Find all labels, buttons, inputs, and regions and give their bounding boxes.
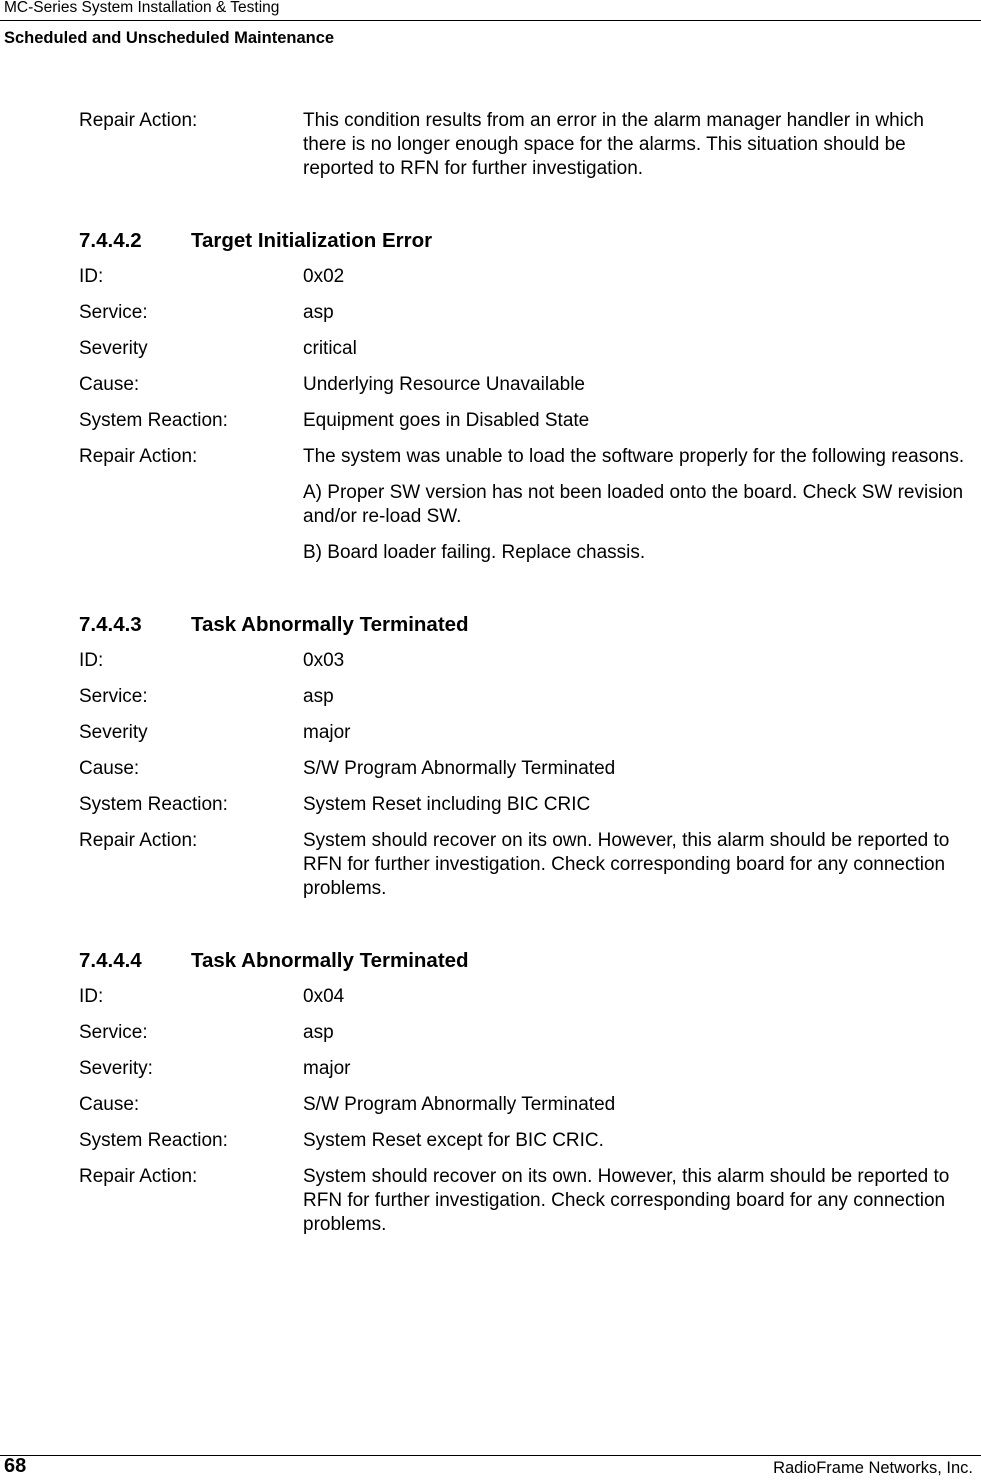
field-label: Repair Action: bbox=[79, 1166, 198, 1187]
field-value-paragraph: asp bbox=[303, 1022, 334, 1043]
field-value bbox=[303, 1021, 971, 1045]
field-value: This condition results from an error in the alarm manager handler in which there is no longer enough space for the alarms. This situation should be reported to RFN for further investigation. bbox=[303, 110, 924, 179]
field-value bbox=[303, 649, 971, 673]
field-value bbox=[303, 721, 971, 745]
field-label: ID: bbox=[79, 986, 104, 1007]
field-value-paragraph: 0x02 bbox=[303, 266, 345, 287]
field-value bbox=[303, 1129, 971, 1153]
section-title: Target Initialization Error bbox=[191, 229, 433, 252]
field-label: System Reaction: bbox=[79, 1130, 228, 1151]
field-value-paragraph: System should recover on its own. However, this alarm should be reported to RFN for further investigation. Check corresponding board for any connection problems. bbox=[303, 1166, 950, 1235]
field-value-paragraph: asp bbox=[303, 686, 334, 707]
field-label: ID: bbox=[79, 266, 104, 287]
field-row bbox=[79, 685, 971, 709]
field-row bbox=[79, 409, 971, 433]
field-value-paragraph: S/W Program Abnormally Terminated bbox=[303, 1094, 616, 1115]
field-label: Service: bbox=[79, 302, 148, 323]
field-value bbox=[303, 1057, 971, 1081]
field-value bbox=[303, 265, 971, 289]
field-value-paragraph: asp bbox=[303, 302, 334, 323]
field-value bbox=[303, 829, 971, 901]
field-row bbox=[79, 1165, 971, 1237]
field-label: ID: bbox=[79, 650, 104, 671]
footer-rule bbox=[0, 1455, 981, 1456]
field-label: Severity bbox=[79, 722, 148, 743]
field-label: Service: bbox=[79, 686, 148, 707]
field-row bbox=[79, 757, 971, 781]
section-number: 7.4.4.4 bbox=[79, 949, 142, 972]
field-value bbox=[303, 445, 971, 565]
field-row bbox=[79, 1093, 971, 1117]
field-value bbox=[303, 985, 971, 1009]
sections-container bbox=[79, 228, 971, 1237]
field-value bbox=[303, 337, 971, 361]
field-row bbox=[79, 337, 971, 361]
section-heading bbox=[79, 228, 971, 254]
field-value-paragraph: The system was unable to load the software properly for the following reasons. bbox=[303, 446, 965, 467]
field-label: Repair Action: bbox=[79, 830, 198, 851]
field-label: System Reaction: bbox=[79, 410, 228, 431]
field-value-paragraph: 0x03 bbox=[303, 650, 345, 671]
field-value-paragraph: Equipment goes in Disabled State bbox=[303, 410, 590, 431]
field-row bbox=[79, 793, 971, 817]
section-title: Task Abnormally Terminated bbox=[191, 613, 469, 636]
intro-row bbox=[79, 109, 971, 181]
field-value-paragraph: critical bbox=[303, 338, 357, 359]
field-row bbox=[79, 1021, 971, 1045]
running-header-title: MC-Series System Installation & Testing bbox=[4, 0, 280, 16]
running-header-subtitle: Scheduled and Unscheduled Maintenance bbox=[4, 29, 335, 47]
field-label: System Reaction: bbox=[79, 794, 228, 815]
field-value-paragraph: S/W Program Abnormally Terminated bbox=[303, 758, 616, 779]
field-value-paragraph: Underlying Resource Unavailable bbox=[303, 374, 585, 395]
field-label: Cause: bbox=[79, 758, 140, 779]
company-name: RadioFrame Networks, Inc. bbox=[773, 1459, 973, 1477]
field-row bbox=[79, 829, 971, 901]
field-value bbox=[303, 1093, 971, 1117]
field-value bbox=[303, 409, 971, 433]
field-value bbox=[303, 793, 971, 817]
field-value-paragraph: System Reset including BIC CRIC bbox=[303, 794, 591, 815]
field-row bbox=[79, 1057, 971, 1081]
field-label: Repair Action: bbox=[79, 446, 198, 467]
field-row bbox=[79, 265, 971, 289]
field-row bbox=[79, 721, 971, 745]
section-title: Task Abnormally Terminated bbox=[191, 949, 469, 972]
field-value-paragraph: major bbox=[303, 722, 351, 743]
field-row bbox=[79, 301, 971, 325]
field-value-paragraph: System Reset except for BIC CRIC. bbox=[303, 1130, 604, 1151]
field-value bbox=[303, 685, 971, 709]
field-row bbox=[79, 373, 971, 397]
field-label: Cause: bbox=[79, 1094, 140, 1115]
field-value bbox=[303, 373, 971, 397]
field-row bbox=[79, 985, 971, 1009]
field-label: Service: bbox=[79, 1022, 148, 1043]
field-row bbox=[79, 649, 971, 673]
field-value bbox=[303, 757, 971, 781]
section-heading bbox=[79, 612, 971, 638]
field-label: Repair Action: bbox=[79, 110, 198, 131]
field-value-paragraph: 0x04 bbox=[303, 986, 345, 1007]
field-label: Cause: bbox=[79, 374, 140, 395]
field-label: Severity: bbox=[79, 1058, 153, 1079]
field-value-paragraph: major bbox=[303, 1058, 351, 1079]
field-value bbox=[303, 301, 971, 325]
page-number: 68 bbox=[4, 1455, 27, 1477]
field-label: Severity bbox=[79, 338, 148, 359]
header-rule bbox=[0, 20, 981, 21]
field-value bbox=[303, 1165, 971, 1237]
document-body bbox=[79, 109, 971, 1237]
field-row bbox=[79, 445, 971, 565]
field-value-paragraph: B) Board loader failing. Replace chassis. bbox=[303, 542, 646, 563]
section-number: 7.4.4.3 bbox=[79, 613, 142, 636]
field-value-paragraph: A) Proper SW version has not been loaded onto the board. Check SW revision and/or re-load SW. bbox=[303, 482, 964, 527]
section-heading bbox=[79, 948, 971, 974]
section-number: 7.4.4.2 bbox=[79, 229, 142, 252]
field-row bbox=[79, 1129, 971, 1153]
field-value-paragraph: System should recover on its own. However, this alarm should be reported to RFN for further investigation. Check corresponding board for any connection problems. bbox=[303, 830, 950, 899]
